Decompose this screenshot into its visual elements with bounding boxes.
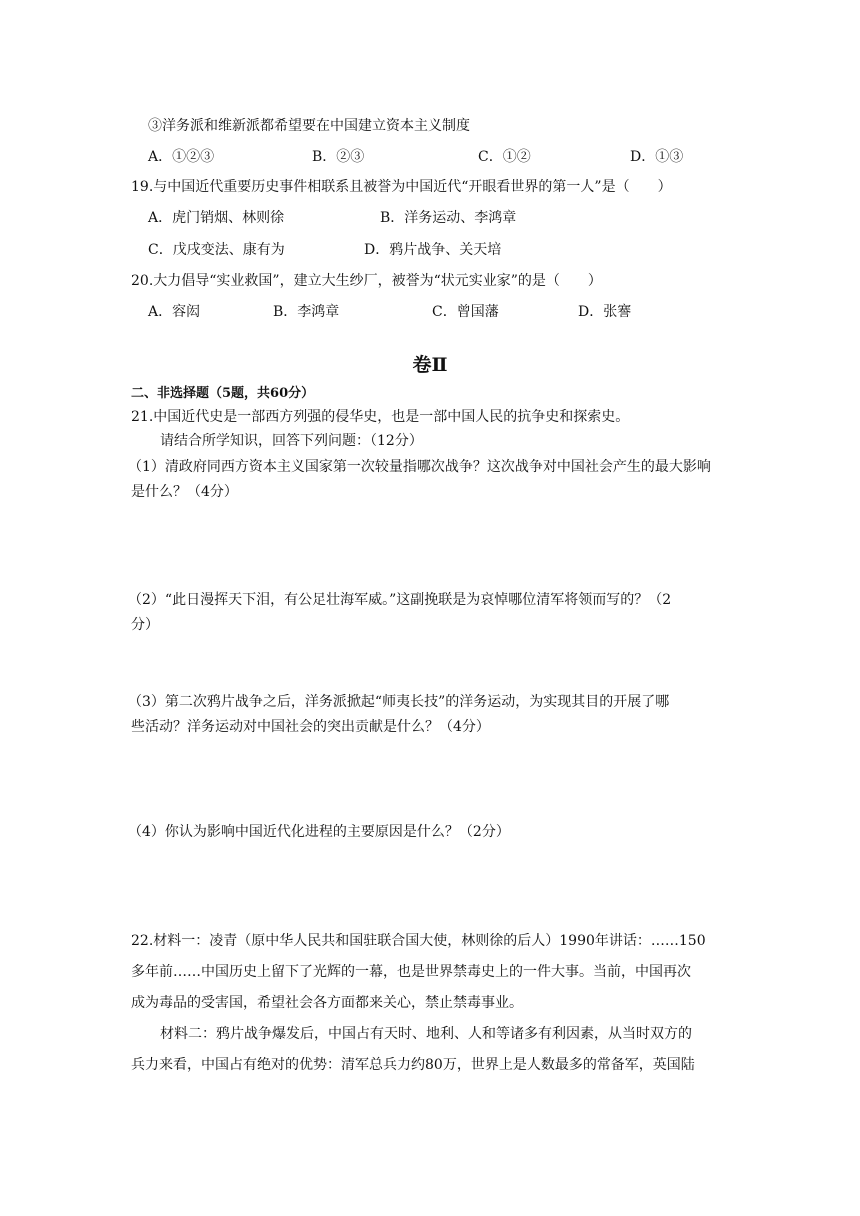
- q20-option-d: D．张謇: [578, 304, 632, 320]
- paper-2-title: 卷Ⅱ: [412, 354, 448, 376]
- q19-option-b: B．洋务运动、李鸿章: [380, 210, 517, 226]
- q18-option-c: C．①②: [478, 149, 531, 165]
- q19-option-a: A．虎门销烟、林则徐: [148, 210, 285, 226]
- q18-option-a: A．①②③: [148, 149, 215, 165]
- q22-material1-line3: 成为毒品的受害国，希望社会各方面都来关心，禁止禁毒事业。: [131, 995, 523, 1011]
- q22-material2-line1: 材料二：鸦片战争爆发后，中国占有天时、地利、人和等诸多有利因素，从当时双方的: [160, 1026, 692, 1042]
- q21-instruction: 请结合所学知识，回答下列问题：（12分）: [160, 433, 423, 449]
- q18-option-b: B．②③: [312, 149, 365, 165]
- q21-intro: 21.中国近代史是一部西方列强的侵华史，也是一部中国人民的抗争史和探索史。: [131, 409, 630, 425]
- q20-stem: 20.大力倡导“实业救国”，建立大生纱厂，被誉为“状元实业家”的是（ ）: [131, 273, 602, 289]
- q20-option-a: A．容闳: [148, 304, 201, 320]
- q21-part3-line1: （3）第二次鸦片战争之后，洋务派掀起“师夷长技”的洋务运动，为实现其目的开展了哪: [128, 694, 670, 710]
- q18-option-d: D．①③: [630, 149, 684, 165]
- q19-stem: 19.与中国近代重要历史事件相联系且被誉为中国近代“开眼看世界的第一人”是（ ）: [131, 179, 672, 195]
- q21-part2-line1: （2）“此日漫挥天下泪，有公足壮海军威。”这副挽联是为哀悼哪位清军将领而写的？（2: [128, 592, 672, 608]
- section-heading: 二、非选择题（5题，共60分）: [131, 386, 315, 401]
- q21-part2-line2: 分）: [131, 617, 159, 633]
- q22-material2-line2: 兵力来看，中国占有绝对的优势：清军总兵力约80万，世界上是人数最多的常备军，英国陆: [131, 1057, 695, 1073]
- q22-material1-line1: 22.材料一：凌青（原中华人民共和国驻联合国大使，林则徐的后人）1990年讲话：……150: [131, 933, 706, 949]
- q20-option-c: C．曾国藩: [432, 304, 499, 320]
- q21-part1-line2: 是什么？（4分）: [131, 484, 238, 500]
- q22-material1-line2: 多年前……中国历史上留下了光辉的一幕，也是世界禁毒史上的一件大事。当前，中国再次: [131, 964, 691, 980]
- q21-part4: （4）你认为影响中国近代化进程的主要原因是什么？（2分）: [128, 824, 510, 840]
- q18-statement-3: ③洋务派和维新派都希望要在中国建立资本主义制度: [148, 118, 470, 134]
- q19-option-d: D．鸦片战争、关天培: [364, 242, 502, 258]
- q21-part1-line1: （1）清政府同西方资本主义国家第一次较量指哪次战争？这次战争对中国社会产生的最大影响: [128, 459, 711, 475]
- q21-part3-line2: 些活动？洋务运动对中国社会的突出贡献是什么？（4分）: [131, 719, 490, 735]
- q19-option-c: C．戊戌变法、康有为: [148, 242, 285, 258]
- q20-option-b: B．李鸿章: [273, 304, 340, 320]
